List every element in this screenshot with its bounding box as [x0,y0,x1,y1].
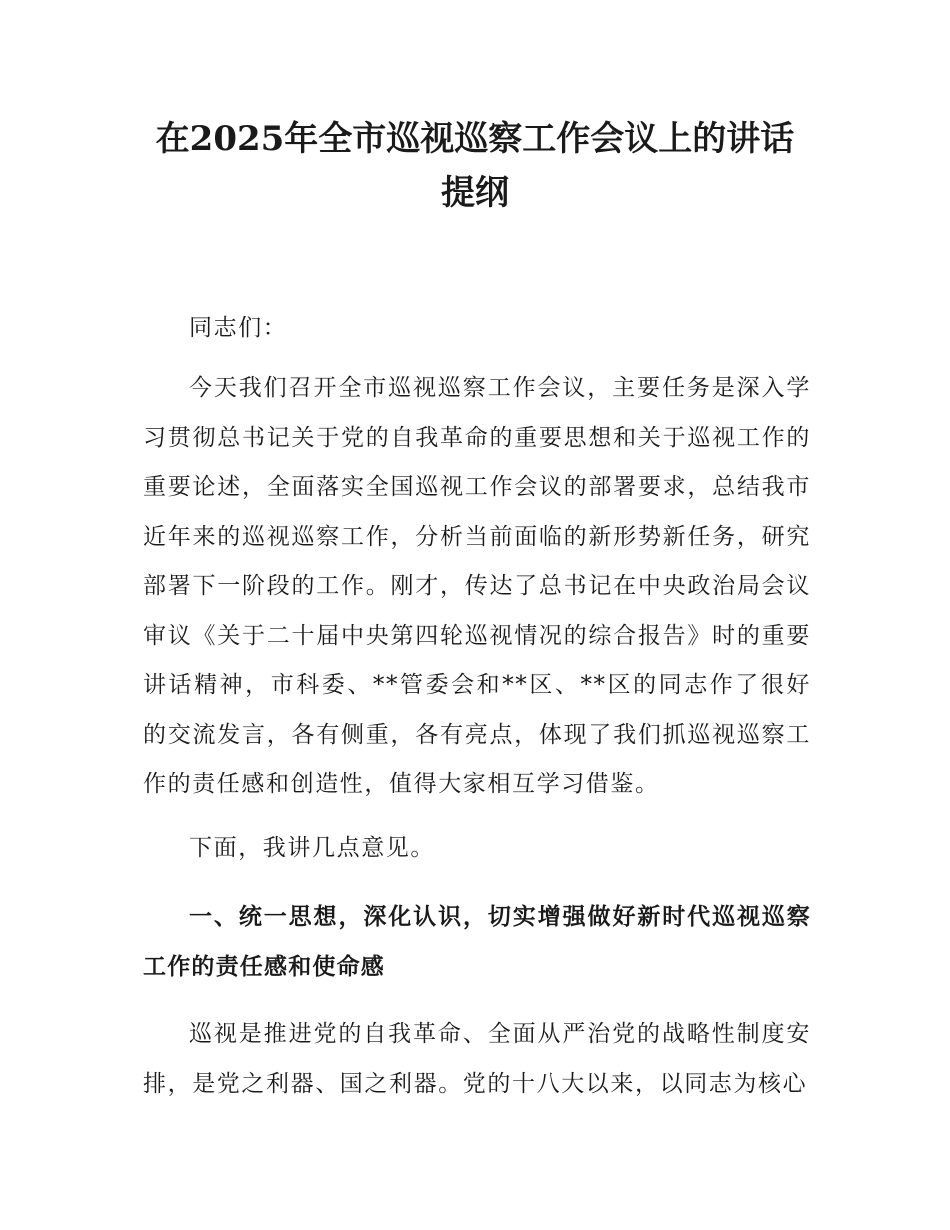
section-heading: 一、统一思想，深化认识，切实增强做好新时代巡视巡察工作的责任感和使命感 [143,904,811,980]
intro-paragraph: 今天我们召开全市巡视巡察工作会议，主要任务是深入学习贯彻总书记关于党的自我革命的重要思想和关于巡视工作的重要论述，全面落实全国巡视工作会议的部署要求，总结我市近年来的巡视巡察工作，分析当前面临的新形势新任务，研究部署下一阶段的工作。刚才，传达了总书记在中央政治局会议审议《关于二十届中央第四轮巡视情况的综合报告》时的重要讲话精神，市科委、**管委会和**区、**区的同志作了很好的交流发言，各有侧重，各有亮点，体现了我们抓巡视巡察工作的责任感和创造性，值得大家相互学习借鉴。 [143,375,811,797]
section-paragraph: 巡视是推进党的自我革命、全面从严治党的战略性制度安排，是党之利器、国之利器。党的十八大以来，以同志为核心 [143,1021,811,1097]
greeting-paragraph: 同志们： [189,315,288,341]
transition-paragraph: 下面，我讲几点意见。 [189,835,435,861]
document-title: 在2025年全市巡视巡察工作会议上的讲话提纲 [155,119,795,213]
